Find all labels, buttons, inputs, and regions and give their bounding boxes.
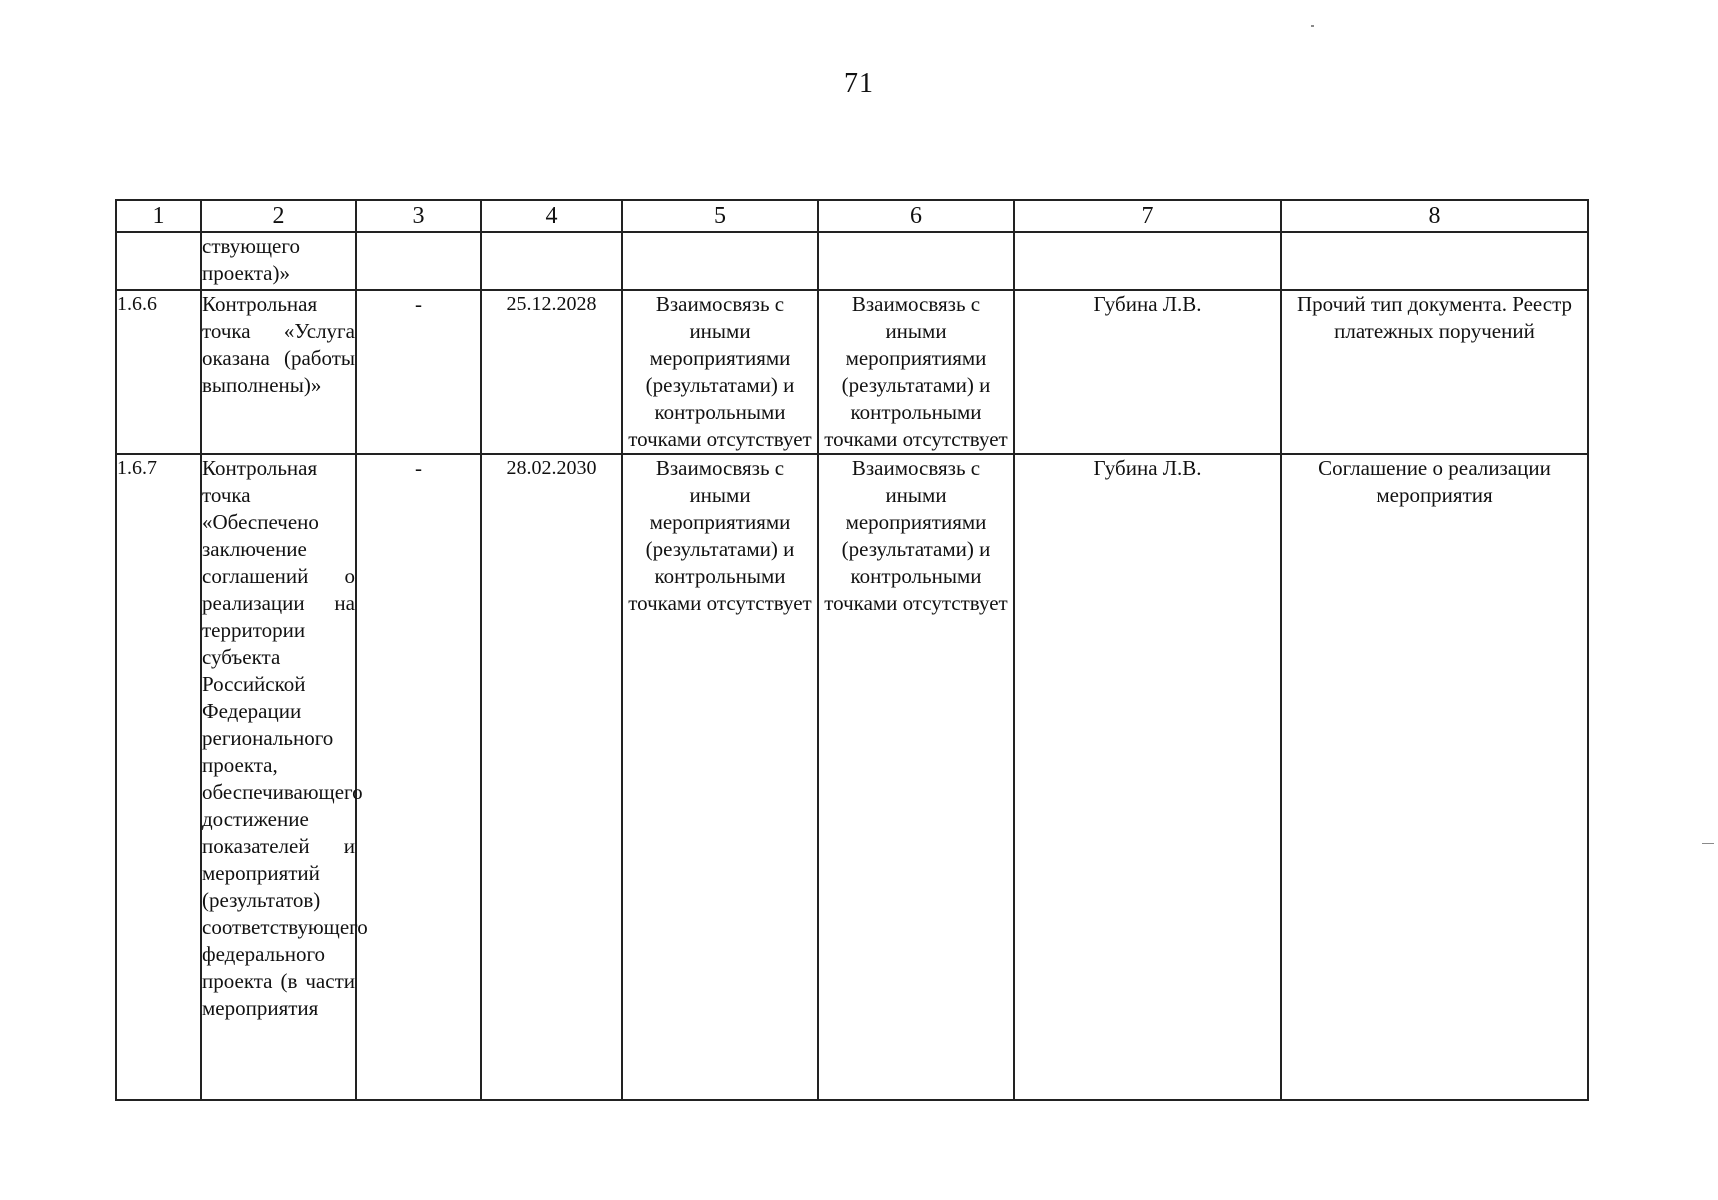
continuation-cell-3 <box>356 232 481 290</box>
relation-column-5: Взаимосвязь с иными мероприятиями (результатами) и контрольными точками отсутствует <box>622 290 818 454</box>
scan-speck-right <box>1702 843 1714 844</box>
relation-column-6: Взаимосвязь с иными мероприятиями (результатами) и контрольными точками отсутствует <box>818 454 1014 1100</box>
deadline-date: 25.12.2028 <box>481 290 622 454</box>
column-3-value: - <box>356 290 481 454</box>
events-table <box>115 199 1589 1101</box>
relation-column-5: Взаимосвязь с иными мероприятиями (результатами) и контрольными точками отсутствует <box>622 454 818 1100</box>
header-cell-8: 8 <box>1281 200 1588 232</box>
continuation-cell-7 <box>1014 232 1281 290</box>
header-cell-6: 6 <box>818 200 1014 232</box>
continuation-name-cell: ствующего проекта)» <box>201 232 356 290</box>
header-cell-3: 3 <box>356 200 481 232</box>
header-cell-5: 5 <box>622 200 818 232</box>
table-row <box>116 290 1588 454</box>
scan-speck-top <box>1311 25 1314 27</box>
continuation-cell-5 <box>622 232 818 290</box>
control-point-name: Контрольная точка «Обеспечено заключение соглашений о реализации на территории субъекта Российской Федерации регионального проекта, обеспечивающего достижение показателей и мероприятий (результатов) соответствующего федерального проекта (в части мероприятия <box>201 454 356 1100</box>
header-cell-1: 1 <box>116 200 201 232</box>
document-type: Соглашение о реализации мероприятия <box>1281 454 1588 1100</box>
control-point-name: Контрольная точка «Услуга оказана (работы выполнены)» <box>201 290 356 454</box>
header-cell-4: 4 <box>481 200 622 232</box>
relation-column-6: Взаимосвязь с иными мероприятиями (результатами) и контрольными точками отсутствует <box>818 290 1014 454</box>
continuation-cell-8 <box>1281 232 1588 290</box>
header-cell-7: 7 <box>1014 200 1281 232</box>
document-type: Прочий тип документа. Реестр платежных поручений <box>1281 290 1588 454</box>
continuation-cell-6 <box>818 232 1014 290</box>
row-number: 1.6.7 <box>116 454 201 1100</box>
continuation-cell-4 <box>481 232 622 290</box>
responsible-person: Губина Л.В. <box>1014 454 1281 1100</box>
column-3-value: - <box>356 454 481 1100</box>
deadline-date: 28.02.2030 <box>481 454 622 1100</box>
table-row <box>116 454 1588 1100</box>
header-cell-2: 2 <box>201 200 356 232</box>
table-row-continuation <box>116 232 1588 290</box>
table-header-row <box>116 200 1588 232</box>
row-number: 1.6.6 <box>116 290 201 454</box>
responsible-person: Губина Л.В. <box>1014 290 1281 454</box>
page-number: 71 <box>844 68 874 99</box>
continuation-number-cell <box>116 232 201 290</box>
